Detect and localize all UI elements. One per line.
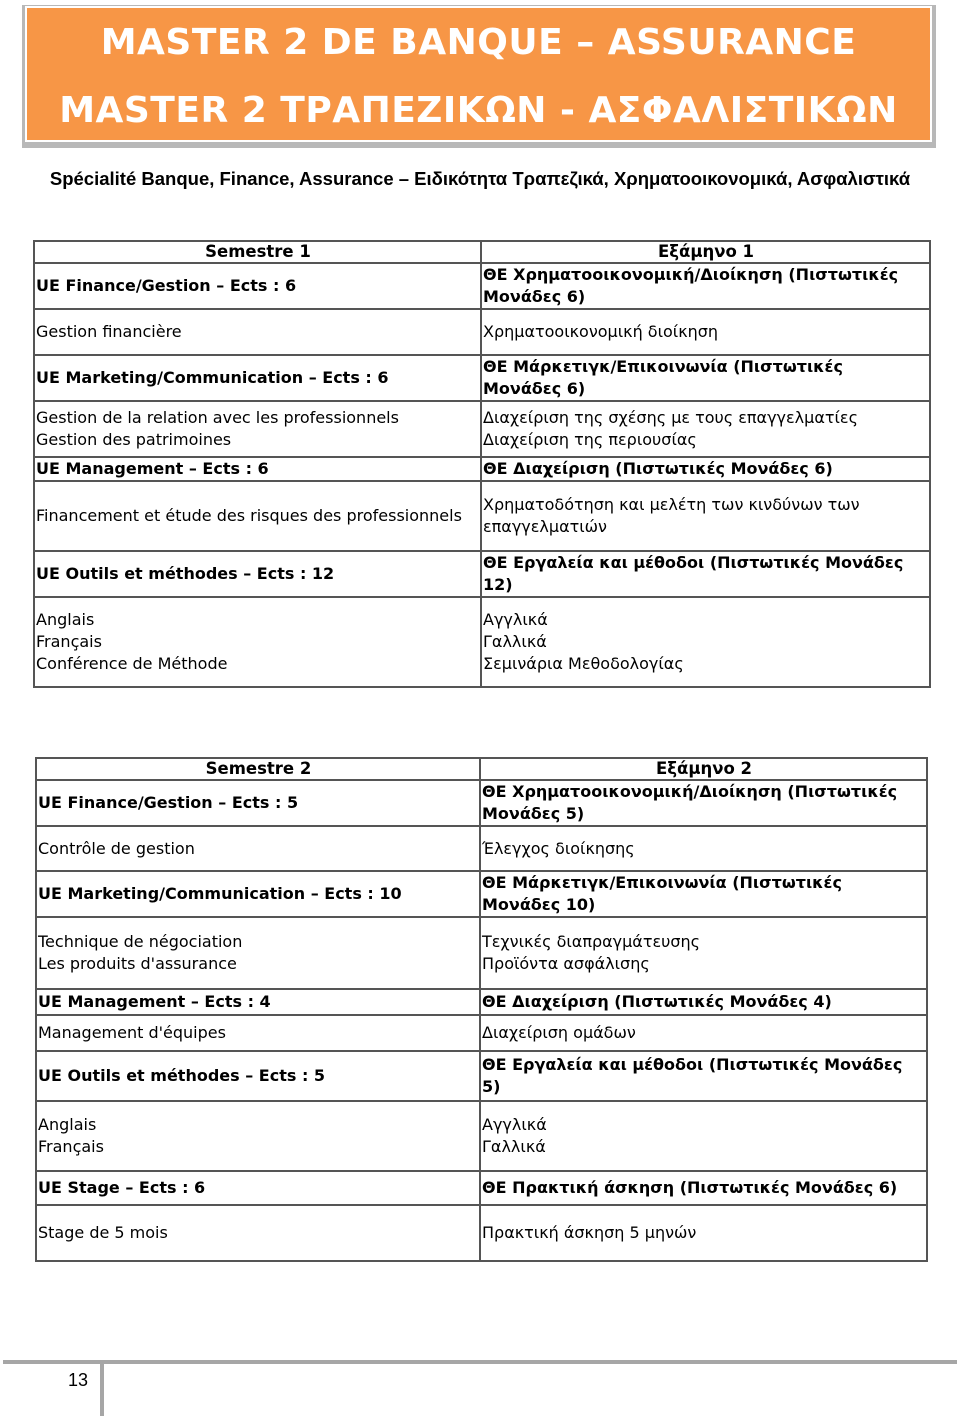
course-line: Μονάδες 10) (482, 895, 596, 914)
course-cell-greek (480, 1171, 927, 1205)
course-line: UE Marketing/Communication – Ects : 6 (36, 368, 389, 387)
course-list-row (34, 481, 930, 551)
course-line: Διαχείριση ομάδων (482, 1023, 636, 1042)
semester-1-header-gr: Εξάμηνο 1 (481, 241, 930, 263)
course-line: UE Management – Ects : 6 (36, 459, 269, 478)
course-line: Gestion des patrimoines (36, 430, 232, 449)
course-cell-greek (481, 551, 930, 597)
course-cell-french (36, 1051, 480, 1101)
course-line: ΘΕ Πρακτική άσκηση (Πιστωτικές Μονάδες 6) (482, 1178, 898, 1197)
course-list-row (36, 917, 927, 989)
course-cell-french (36, 871, 480, 917)
course-line: Contrôle de gestion (38, 838, 195, 858)
semester-2-header-fr: Semestre 2 (36, 758, 480, 780)
course-unit-row (34, 551, 930, 597)
course-cell-french (34, 401, 481, 457)
course-unit-row (36, 1051, 927, 1101)
course-line: Stage de 5 mois (38, 1223, 168, 1242)
course-line: Πρακτική άσκηση 5 μηνών (482, 1223, 697, 1242)
course-line: ΘΕ Μάρκετιγκ/Επικοινωνία (Πιστωτικές (483, 357, 843, 376)
course-cell-greek (480, 1051, 927, 1101)
course-list-row (36, 1205, 927, 1261)
course-line: ΘΕ Χρηματοοικονομική/Διοίκηση (Πιστωτικές (482, 782, 898, 801)
course-cell-greek (480, 871, 927, 917)
course-cell-french (34, 551, 481, 597)
course-line: 12) (483, 575, 513, 594)
course-cell-french (36, 780, 480, 826)
course-line: Διαχείριση της περιουσίας (483, 430, 697, 449)
course-cell-french (34, 263, 481, 309)
course-line: UE Marketing/Communication – Ects : 10 (38, 884, 402, 903)
course-cell-greek (480, 1205, 927, 1261)
course-cell-french (36, 917, 480, 989)
course-list-row (34, 597, 930, 687)
course-unit-row (36, 780, 927, 826)
course-cell-french (36, 989, 480, 1015)
course-cell-greek (481, 309, 930, 355)
course-line: Διαχείριση της σχέσης με τους επαγγελματίες (483, 408, 858, 427)
course-cell-french (34, 457, 481, 481)
course-line: Management d'équipes (38, 1023, 226, 1042)
course-cell-french (36, 1171, 480, 1205)
course-cell-greek (481, 597, 930, 687)
course-line: Τεχνικές διαπραγμάτευσης (482, 932, 701, 951)
course-line: Français (38, 1137, 104, 1156)
course-cell-greek (480, 1015, 927, 1051)
course-cell-greek (481, 263, 930, 309)
course-list-row (36, 826, 927, 871)
course-line: Les produits d'assurance (38, 954, 237, 973)
course-cell-french (34, 309, 481, 355)
course-unit-row (36, 989, 927, 1015)
course-line: Anglais (36, 610, 95, 629)
course-line: επαγγελματιών (483, 517, 607, 536)
course-line: Μονάδες 6) (483, 379, 586, 398)
course-cell-french (36, 826, 480, 871)
course-line: ΘΕ Χρηματοοικονομική/Διοίκηση (Πιστωτικές (483, 265, 899, 284)
course-unit-row (36, 871, 927, 917)
semester-2-header-gr: Εξάμηνο 2 (480, 758, 927, 780)
course-line: ΘΕ Μάρκετιγκ/Επικοινωνία (Πιστωτικές (482, 873, 842, 892)
course-unit-row (34, 263, 930, 309)
course-list-row (34, 309, 930, 355)
banner-title-french: MASTER 2 DE BANQUE – ASSURANCE (100, 22, 857, 63)
course-cell-greek (480, 826, 927, 871)
course-cell-french (34, 481, 481, 551)
course-line: ΘΕ Εργαλεία και μέθοδοι (Πιστωτικές Μονάδες (483, 553, 904, 572)
course-line: Gestion financière (36, 322, 182, 341)
course-cell-french (34, 597, 481, 687)
course-line: UE Outils et méthodes – Ects : 12 (36, 564, 335, 583)
course-list-row (36, 1015, 927, 1051)
course-line: Έλεγχος διοίκησης (482, 838, 635, 858)
course-cell-greek (481, 481, 930, 551)
footer-vertical-divider (100, 1364, 104, 1416)
course-line: 5) (482, 1077, 501, 1096)
course-cell-french (36, 1015, 480, 1051)
semester-1-header-fr: Semestre 1 (34, 241, 481, 263)
footer-divider (3, 1360, 957, 1364)
course-line: Γαλλικά (482, 1137, 546, 1156)
course-line: Χρηματοδότηση και μελέτη των κινδύνων των (483, 495, 860, 514)
course-line: ΘΕ Διαχείριση (Πιστωτικές Μονάδες 4) (482, 992, 832, 1011)
course-cell-french (36, 1205, 480, 1261)
course-line: Français (36, 632, 102, 651)
course-cell-greek (481, 401, 930, 457)
course-line: Χρηματοοικονομική διοίκηση (483, 322, 719, 341)
course-line: Αγγλικά (482, 1115, 547, 1134)
course-cell-greek (480, 780, 927, 826)
semester-1-table (33, 240, 931, 688)
page-number: 13 (68, 1370, 89, 1390)
banner-title-greek: MASTER 2 ΤΡΑΠΕΖΙΚΩΝ - ΑΣΦΑΛΙΣΤΙΚΩΝ (59, 90, 898, 131)
course-line: Προϊόντα ασφάλισης (482, 954, 650, 973)
course-cell-french (34, 355, 481, 401)
course-line: Anglais (38, 1115, 97, 1134)
course-list-row (34, 401, 930, 457)
course-unit-row (34, 457, 930, 481)
course-line: UE Stage – Ects : 6 (38, 1178, 206, 1197)
semester-2-table (35, 757, 928, 1262)
course-line: Technique de négociation (38, 932, 243, 951)
course-cell-greek (481, 355, 930, 401)
course-line: Αγγλικά (483, 610, 548, 629)
course-line: UE Outils et méthodes – Ects : 5 (38, 1066, 326, 1085)
course-cell-greek (480, 917, 927, 989)
course-line: Μονάδες 6) (483, 287, 586, 306)
course-cell-greek (480, 989, 927, 1015)
course-line: Σεμινάρια Μεθοδολογίας (483, 654, 684, 673)
course-line: ΘΕ Διαχείριση (Πιστωτικές Μονάδες 6) (483, 459, 833, 478)
course-line: ΘΕ Εργαλεία και μέθοδοι (Πιστωτικές Μονάδες (482, 1055, 903, 1074)
course-line: Gestion de la relation avec les professionnels (36, 408, 399, 427)
course-list-row (36, 1101, 927, 1171)
course-line: UE Finance/Gestion – Ects : 5 (38, 793, 299, 812)
course-line: Financement et étude des risques des professionnels (36, 506, 462, 525)
course-line: UE Management – Ects : 4 (38, 992, 271, 1011)
course-cell-greek (481, 457, 930, 481)
semester-1-header-row (34, 241, 930, 263)
course-line: Γαλλικά (483, 632, 547, 651)
course-unit-row (34, 355, 930, 401)
course-unit-row (36, 1171, 927, 1205)
course-line: UE Finance/Gestion – Ects : 6 (36, 276, 297, 295)
course-cell-french (36, 1101, 480, 1171)
title-banner (25, 6, 932, 142)
specialty-heading: Spécialité Banque, Finance, Assurance – Ειδικότητα Τραπεζικά, Χρηματοοικονομικά, Ασφαλιστικά (49, 168, 911, 189)
course-line: Conférence de Méthode (36, 654, 228, 673)
course-cell-greek (480, 1101, 927, 1171)
course-line: Μονάδες 5) (482, 804, 585, 823)
semester-2-header-row (36, 758, 927, 780)
